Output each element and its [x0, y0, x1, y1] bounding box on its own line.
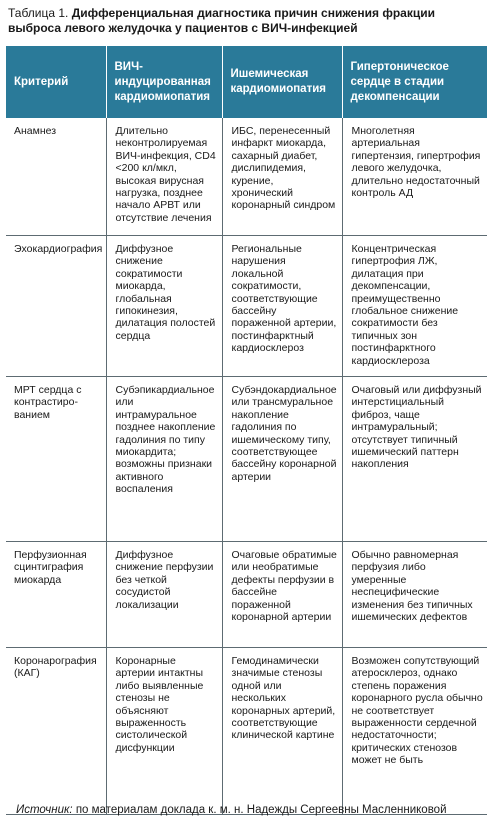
row-criterion: Коронарография (КАГ): [6, 648, 106, 815]
table-cell: Концентрическая гипертрофия ЛЖ, дилатация при декомпенсации, преимущественно глобальное снижение сократимости без типичных зон постинфарктного кардиосклероза: [342, 236, 487, 377]
table-row: [6, 118, 487, 236]
row-criterion: Эхокардиография: [6, 236, 106, 377]
header-hiv-cardiomyopathy: ВИЧ-индуцированная кардиомиопатия: [106, 46, 222, 118]
source-note: [16, 803, 486, 818]
table-cell: ИБС, перенесенный инфаркт миокарда, сахарный диабет, дислипидемия, курение, хронический коронарный синдром: [222, 118, 342, 236]
table-cell: Диффузное снижение перфузии без четкой сосудистой локализации: [106, 542, 222, 648]
table-header-row: [6, 46, 487, 118]
table-row: [6, 648, 487, 815]
table-row: [6, 377, 487, 542]
table-cell: Очаговый или диффузный интерстициальный фиброз, чаще интрамуральный; отсутствует типичный ишемический паттерн накопления: [342, 377, 487, 542]
diagnosis-table: [6, 46, 487, 815]
table-cell: Диффузное снижение сократимости миокарда, глобальная гипокинезия, дилатация полостей сердца: [106, 236, 222, 377]
table-cell: Обычно равномерная перфузия либо умеренные неспецифические изменения без типичных ишемических дефектов: [342, 542, 487, 648]
row-criterion: Анамнез: [6, 118, 106, 236]
table-cell: Длительно неконтролируемая ВИЧ-инфекция, CD4 <200 кл/мкл, высокая вирусная нагрузка, позднее начало АРВТ или отсутствие лечения: [106, 118, 222, 236]
table-row: [6, 542, 487, 648]
table-cell: Субэндокардиальное или трансмуральное накопление гадолиния по ишемическому типу, соответствующее бассейну коронарной артерии: [222, 377, 342, 542]
header-criterion: Критерий: [6, 46, 106, 118]
table-cell: Гемодинамически значимые стенозы одной или нескольких коронарных артерий, соответствующие клинической картине: [222, 648, 342, 815]
source-label: Источник:: [16, 804, 73, 816]
table-caption: [8, 6, 488, 36]
table-cell: Коронарные артерии интактны либо выявленные стенозы не объясняют выраженность систолической дисфункции: [106, 648, 222, 815]
table-cell: Очаговые обратимые или необратимые дефекты перфузии в бассейне пораженной коронарной артерии: [222, 542, 342, 648]
source-text: по материалам доклада к. м. н. Надежды Сергеевны Масленниковой: [75, 804, 447, 816]
header-hypertensive-heart: Гипертоническое сердце в стадии декомпенсации: [342, 46, 487, 118]
table-cell: Субэпикардиальное или интрамуральное позднее накопление гадолиния по типу миокардита; возможны признаки активного воспаления: [106, 377, 222, 542]
row-criterion: Перфузионная сцинтиграфия миокарда: [6, 542, 106, 648]
caption-title: Дифференциальная диагностика причин снижения фракции выброса левого желудочка у пациентов с ВИЧ-инфекцией: [8, 6, 435, 35]
table-row: [6, 236, 487, 377]
caption-label: Таблица 1.: [8, 6, 69, 20]
table-cell: Возможен сопутствующий атеросклероз, однако степень поражения коронарного русла обычно не соответствует выраженности сердечной недостаточности; критических стенозов может не быть: [342, 648, 487, 815]
row-criterion: МРТ сердца с контрастиро-ванием: [6, 377, 106, 542]
header-ischemic-cardiomyopathy: Ишемическая кардиомиопатия: [222, 46, 342, 118]
table-cell: Многолетняя артериальная гипертензия, гипертрофия левого желудочка, длительно недостаточный контроль АД: [342, 118, 487, 236]
table-cell: Региональные нарушения локальной сократимости, соответствующие бассейну пораженной артерии, постинфарктный кардиосклероз: [222, 236, 342, 377]
